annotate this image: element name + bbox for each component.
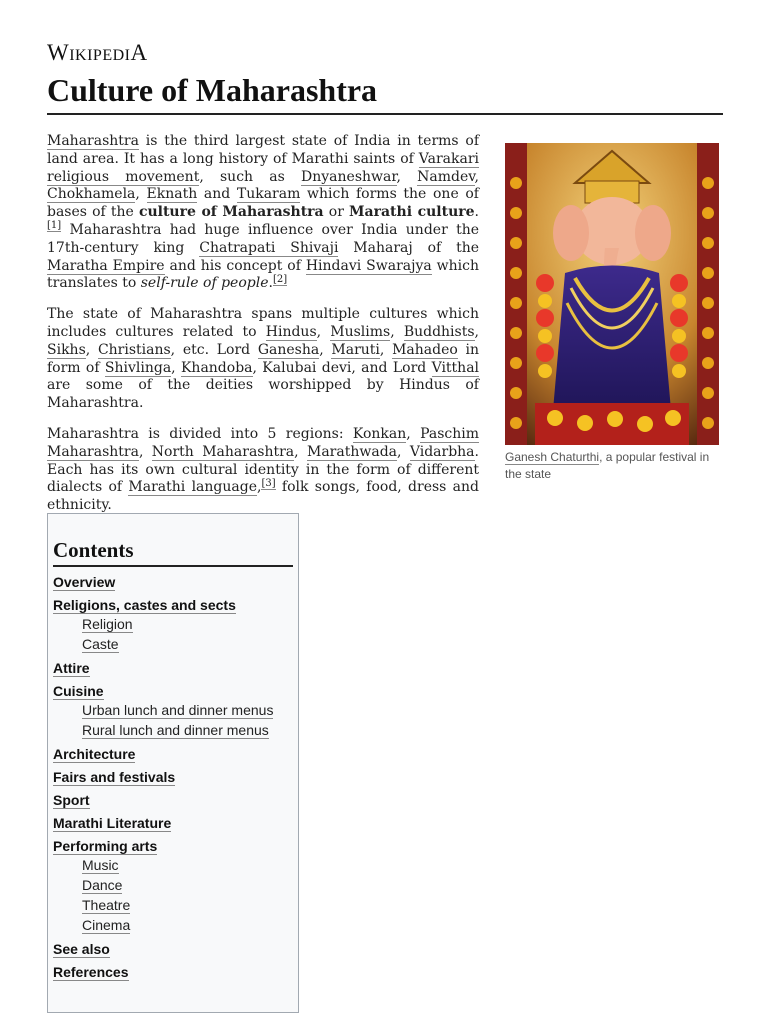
caption-text: , a popular festival in the state: [505, 450, 710, 481]
citation-2[interactable]: [2]: [272, 273, 288, 285]
link-mahadeo[interactable]: Mahadeo: [392, 341, 458, 358]
toc-link[interactable]: See also: [53, 941, 110, 957]
toc-link[interactable]: Attire: [53, 660, 90, 676]
link-ganesha[interactable]: Ganesha: [257, 341, 320, 358]
paragraph-regions: [47, 426, 479, 515]
link-maharashtra[interactable]: Maharashtra: [47, 133, 139, 149]
text: ,: [474, 323, 479, 340]
text: ,: [135, 186, 147, 203]
citation[interactable]: [261, 478, 275, 490]
toc-item-see-also: [53, 940, 293, 958]
toc-sublist: [53, 614, 293, 654]
italic-term: self-rule of people: [140, 275, 269, 292]
text: Maharashtra is divided into 5 regions:: [47, 425, 353, 442]
text: Maharaj of the: [338, 239, 479, 256]
link-paschim-maharashtra[interactable]: Paschim Maharashtra: [47, 425, 479, 460]
text: , such as: [199, 168, 302, 185]
toc-title: Contents: [53, 538, 293, 567]
text: .: [474, 204, 479, 221]
toc-link[interactable]: Music: [82, 857, 119, 873]
link-muslims[interactable]: Muslims: [330, 323, 391, 340]
toc-item-overview: [53, 573, 293, 591]
paragraph-intro: [47, 133, 479, 293]
toc-link[interactable]: Marathi Literature: [53, 815, 172, 831]
toc-subitem-dance: [53, 875, 293, 895]
toc-link[interactable]: Religions, castes and sects: [53, 597, 236, 613]
toc-link[interactable]: Overview: [53, 574, 116, 590]
wikipedia-wordmark[interactable]: [47, 40, 148, 66]
toc-link[interactable]: Urban lunch and dinner menus: [82, 702, 274, 718]
text: . Each has its own cultural identity in the form of different dialects of: [47, 443, 479, 496]
text: The state of Maharashtra spans multiple cultures which includes cultures related to: [47, 306, 479, 340]
text: ,: [316, 323, 331, 340]
citation[interactable]: [47, 220, 61, 232]
link-vidarbha[interactable]: Vidarbha: [409, 443, 475, 460]
text: which forms the one of bases of the: [47, 186, 479, 221]
text: are some of the deities worshipped by Hindus of Maharashtra.: [47, 377, 479, 412]
toc-item-references: [53, 963, 293, 981]
text: ,: [474, 168, 479, 185]
toc-link[interactable]: Cinema: [82, 917, 131, 933]
toc-sublist: [53, 700, 293, 740]
link-konkan[interactable]: Konkan: [352, 425, 407, 442]
toc-item-performing-arts: [53, 837, 293, 935]
link-tukaram[interactable]: Tukaram: [236, 186, 301, 203]
article-figure: [505, 143, 719, 483]
link-north-maharashtra[interactable]: North Maharashtra: [151, 443, 295, 460]
text: folk songs, food, dress and ethnicity.: [47, 479, 479, 514]
link-khandoba[interactable]: Khandoba: [180, 359, 253, 376]
article-body: [47, 133, 479, 528]
link-namdev[interactable]: Namdev: [417, 168, 475, 185]
toc-link[interactable]: Theatre: [82, 897, 131, 913]
toc-subitem-caste: [53, 634, 293, 654]
toc-link[interactable]: Performing arts: [53, 838, 158, 854]
text: ,: [397, 443, 410, 460]
text: is the third largest state of India in terms of land area. It has a long history of Marathi saints of: [47, 133, 479, 167]
toc-item-architecture: [53, 745, 293, 763]
wordmark-middle: ikipedi: [69, 40, 131, 65]
link-maruti[interactable]: Maruti: [331, 341, 380, 358]
link-sikhs[interactable]: Sikhs: [47, 341, 86, 358]
figure-caption: [505, 449, 719, 483]
toc-subitem-religion: [53, 614, 293, 634]
link-maratha-empire[interactable]: Maratha Empire: [47, 257, 165, 274]
text: , etc. Lord: [170, 341, 258, 358]
toc-subitem-theatre: [53, 895, 293, 915]
text: and his concept of: [164, 257, 306, 274]
toc-link[interactable]: Caste: [82, 636, 119, 652]
page-title: Culture of Maharashtra: [47, 72, 723, 115]
toc-link[interactable]: Architecture: [53, 746, 136, 762]
toc-item-fairs: [53, 768, 293, 786]
toc-subitem-music: [53, 855, 293, 875]
link-vitthal[interactable]: Vitthal: [431, 359, 480, 376]
toc-item-sport: [53, 791, 293, 809]
ganesh-idol-image[interactable]: [505, 143, 719, 445]
toc-subitem-urban-menus: [53, 700, 293, 720]
text: .: [268, 275, 273, 292]
toc-link[interactable]: Sport: [53, 792, 90, 808]
text: ,: [294, 443, 307, 460]
text: ,: [85, 341, 98, 358]
bold-term: culture of Maharashtra: [138, 204, 324, 221]
text: or: [323, 204, 350, 221]
toc-link[interactable]: Religion: [82, 616, 133, 632]
text: Maharashtra had huge influence over India under the 17th-century king: [47, 221, 479, 256]
wordmark-final: A: [130, 40, 148, 65]
link-shivaji[interactable]: Chatrapati Shivaji: [199, 239, 339, 256]
text: ,: [406, 425, 421, 442]
text: and: [197, 186, 237, 203]
text: ,: [379, 341, 393, 358]
link-shivlinga[interactable]: Shivlinga: [104, 359, 172, 376]
link-dnyaneshwar[interactable]: Dnyaneshwar: [301, 168, 397, 185]
link-eknath[interactable]: Eknath: [146, 186, 198, 203]
text: ,: [390, 323, 404, 340]
toc-link[interactable]: Rural lunch and dinner menus: [82, 722, 269, 738]
wordmark-initial: W: [47, 40, 70, 65]
link-christians[interactable]: Christians: [97, 341, 171, 358]
text: ,: [319, 341, 332, 358]
bold-term: Marathi culture: [349, 204, 475, 221]
toc-link[interactable]: Fairs and festivals: [53, 769, 176, 785]
link-ganesh-chaturthi[interactable]: Ganesh Chaturthi: [505, 450, 600, 464]
link-hindus[interactable]: Hindus: [265, 323, 317, 340]
citation-1[interactable]: [1]: [47, 220, 62, 232]
table-of-contents: [47, 513, 299, 1013]
toc-item-cuisine: [53, 682, 293, 740]
toc-subitem-cinema: [53, 915, 293, 935]
toc-link[interactable]: Cuisine: [53, 683, 104, 699]
toc-link[interactable]: References: [53, 964, 129, 980]
text: ,: [171, 359, 181, 376]
toc-link[interactable]: Dance: [82, 877, 123, 893]
text: ,: [396, 168, 418, 185]
text: , Kalubai devi, and Lord: [252, 359, 432, 376]
toc-item-attire: [53, 659, 293, 677]
link-buddhists[interactable]: Buddhists: [403, 323, 475, 340]
link-chokhamela[interactable]: Chokhamela: [47, 186, 136, 203]
link-hindavi-swarajya[interactable]: Hindavi Swarajya: [305, 257, 432, 274]
text: in form of: [47, 341, 480, 376]
toc-item-literature: [53, 814, 293, 832]
text: which translates to: [47, 257, 479, 292]
toc-sublist: [53, 855, 293, 935]
toc-item-religions: [53, 596, 293, 654]
toc-list: [53, 573, 293, 981]
link-marathi-language[interactable]: Marathi language: [128, 479, 257, 496]
text: ,: [138, 443, 152, 460]
text: ,: [256, 479, 262, 496]
link-varakari[interactable]: Varakari religious movement: [47, 150, 479, 185]
citation[interactable]: [273, 274, 287, 286]
link-marathwada[interactable]: Marathwada: [307, 443, 398, 460]
toc-subitem-rural-menus: [53, 720, 293, 740]
citation-3[interactable]: [3]: [261, 477, 276, 489]
paragraph-cultures: [47, 306, 479, 413]
